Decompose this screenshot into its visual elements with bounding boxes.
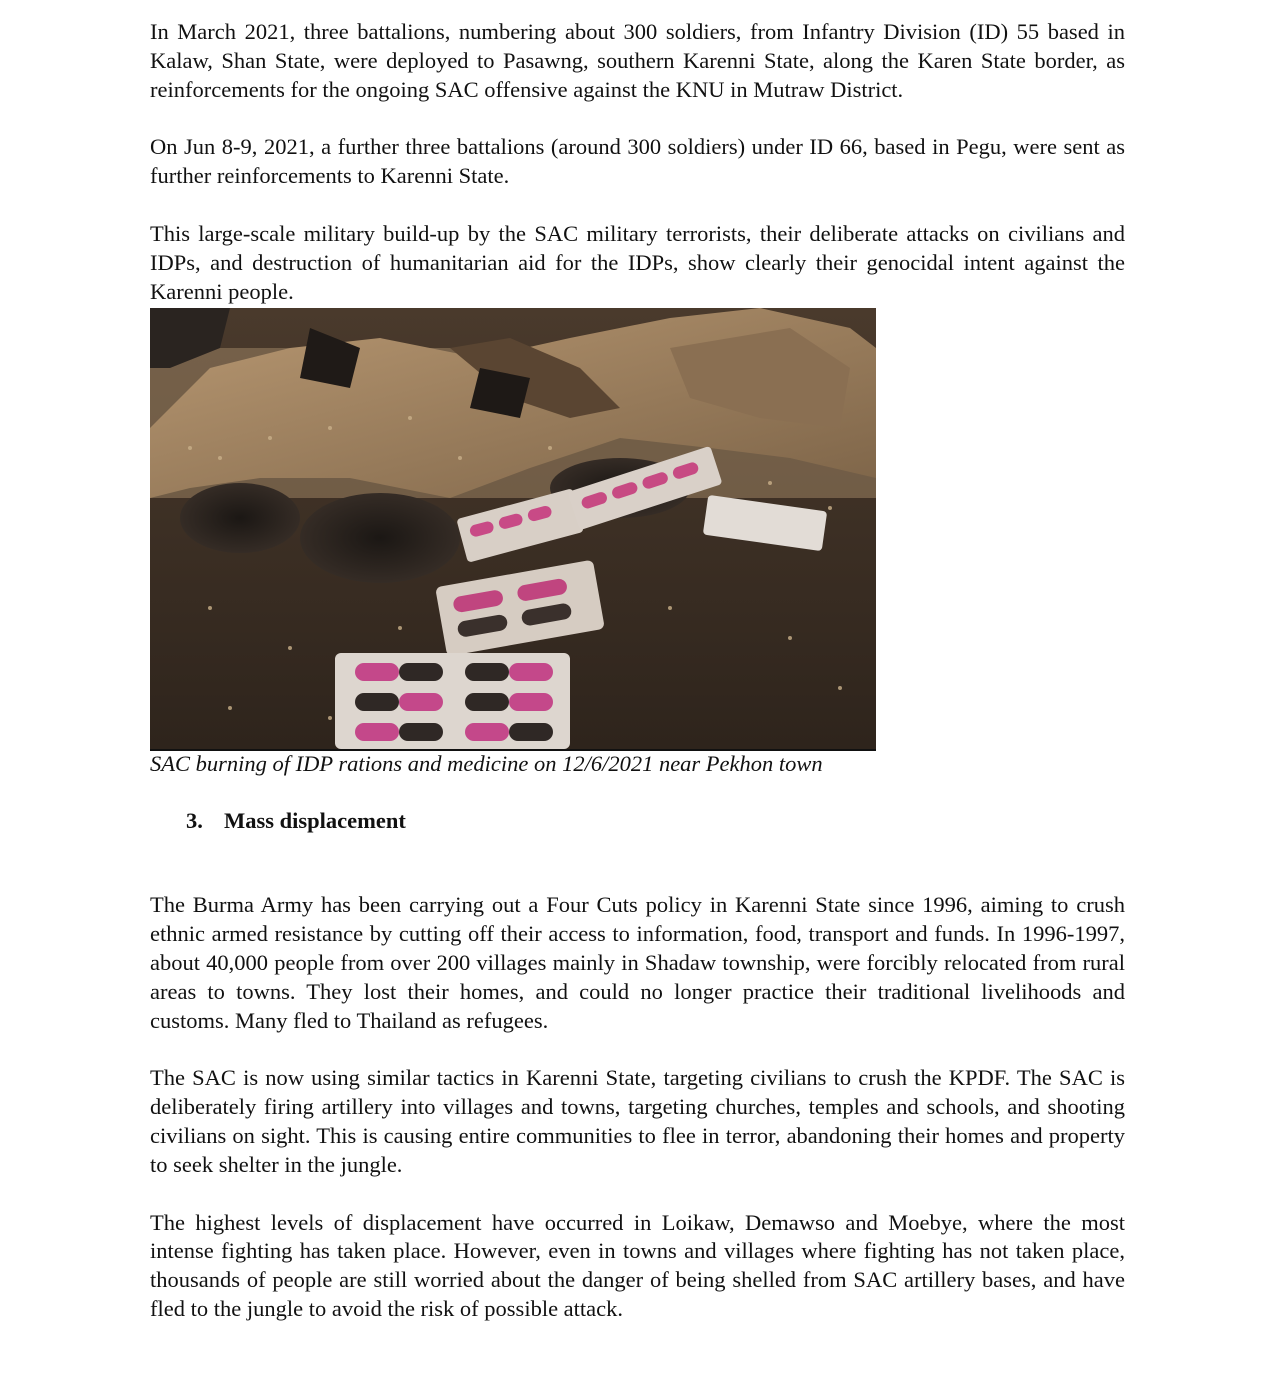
- section-number: 3.: [186, 808, 203, 834]
- photo-caption: SAC burning of IDP rations and medicine on 12/6/2021 near Pekhon town: [150, 751, 823, 777]
- paragraph-similar-tactics: The SAC is now using similar tactics in Karenni State, targeting civilians to crush the KPDF. The SAC is deliberately firing artillery into villages and towns, targeting churches, temples and schools, and shooting civilians on sight. This is causing entire communities to flee in terror, abandoning their homes and property to seek shelter in the jungle.: [150, 1065, 1125, 1177]
- paragraph-displacement-levels: The highest levels of displacement have occurred in Loikaw, Demawso and Moebye, where the most intense fighting has taken place. However, even in towns and villages where fighting has not taken place, thousands of people are still worried about the danger of being shelled from SAC artillery bases, and have fled to the jungle to avoid the risk of possible attack.: [150, 1209, 1125, 1321]
- section-title: Mass displacement: [224, 808, 406, 834]
- paragraph-reinforcements-id55: In March 2021, three battalions, numbering about 300 soldiers, from Infantry Division (ID) 55 based in Kalaw, Shan State, were deployed to Pasawng, southern Karenni State, along the Karen State border, as reinforcements for the ongoing SAC offensive against the KNU in Mutraw District.: [150, 19, 1125, 102]
- section-heading: [186, 807, 1125, 835]
- burned-rations-photo: [150, 308, 876, 749]
- paragraph-reinforcements-id66: On Jun 8-9, 2021, a further three battalions (around 300 soldiers) under ID 66, based in Pegu, were sent as further reinforcements to Karenni State.: [150, 134, 1125, 189]
- paragraph-genocidal-intent: This large-scale military build-up by the SAC military terrorists, their deliberate attacks on civilians and IDPs, and destruction of humanitarian aid for the IDPs, show clearly their genocidal intent against the Karenni people.: [150, 220, 1125, 304]
- paragraph-four-cuts-policy: The Burma Army has been carrying out a Four Cuts policy in Karenni State since 1996, aiming to crush ethnic armed resistance by cutting off their access to information, food, transport and funds. In 1996-1997, about 40,000 people from over 200 villages mainly in Shadaw township, were forcibly relocated from rural areas to towns. They lost their homes, and could no longer practice their traditional livelihoods and customs. Many fled to Thailand as refugees.: [150, 892, 1125, 1033]
- document-page: [150, 18, 1125, 1324]
